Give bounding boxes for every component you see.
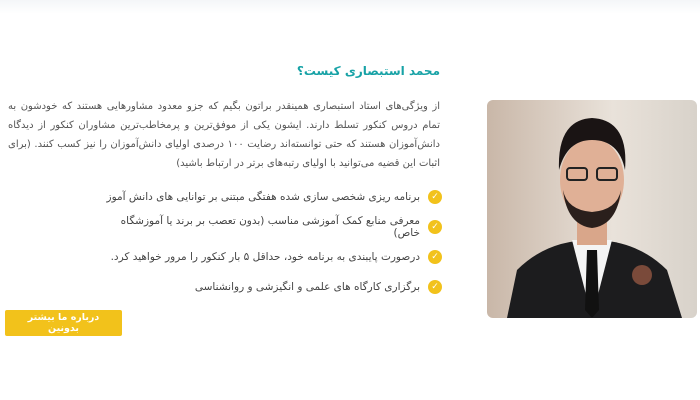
intro-paragraph: از ویژگی‌های استاد استبصاری همینقدر براتون بگیم که جزو معدود مشاورهایی هستند که خودشون به تمام دروس کنکور تسلط دارند. ایشون یکی از موفق‌ترین و پرمخاطب‌ترین مشاوران کنکور از دیدگاه دانش‌آموزان هستند که حتی توانسته‌اند رضایت ۱۰۰ درصدی اولیای دانش‌آموزان را نیز کسب کنند. (برای اثبات این قضیه می‌توانید با اولیای رتبه‌های برتر در ارتباط باشید) bbox=[8, 101, 440, 169]
feature-text: درصورت پایبندی به برنامه خود، حداقل ۵ بار کنکور را مرور خواهید کرد. bbox=[110, 251, 420, 263]
feature-text: معرفی منابع کمک آموزشی مناسب (بدون تعصب بر برند یا آموزشگاه خاص) bbox=[120, 215, 420, 239]
check-circle-icon: ✓ bbox=[428, 280, 442, 294]
feature-text: برگزاری کارگاه های علمی و انگیزشی و روانشناسی bbox=[194, 281, 420, 293]
top-bar bbox=[0, 0, 700, 14]
list-item bbox=[100, 212, 442, 242]
list-item bbox=[100, 272, 442, 302]
advisor-photo bbox=[487, 100, 697, 318]
check-circle-icon: ✓ bbox=[428, 250, 442, 264]
check-circle-icon: ✓ bbox=[428, 190, 442, 204]
feature-text: برنامه ریزی شخصی سازی شده هفتگی مبتنی بر توانایی های دانش آموز bbox=[106, 191, 420, 203]
list-item bbox=[100, 182, 442, 212]
list-item bbox=[100, 242, 442, 272]
section-title: محمد استبصاری کیست؟ bbox=[296, 64, 440, 78]
check-circle-icon: ✓ bbox=[428, 220, 442, 234]
feature-list bbox=[100, 182, 442, 302]
about-more-button[interactable]: درباره ما بیشتر بدونین bbox=[5, 310, 122, 336]
